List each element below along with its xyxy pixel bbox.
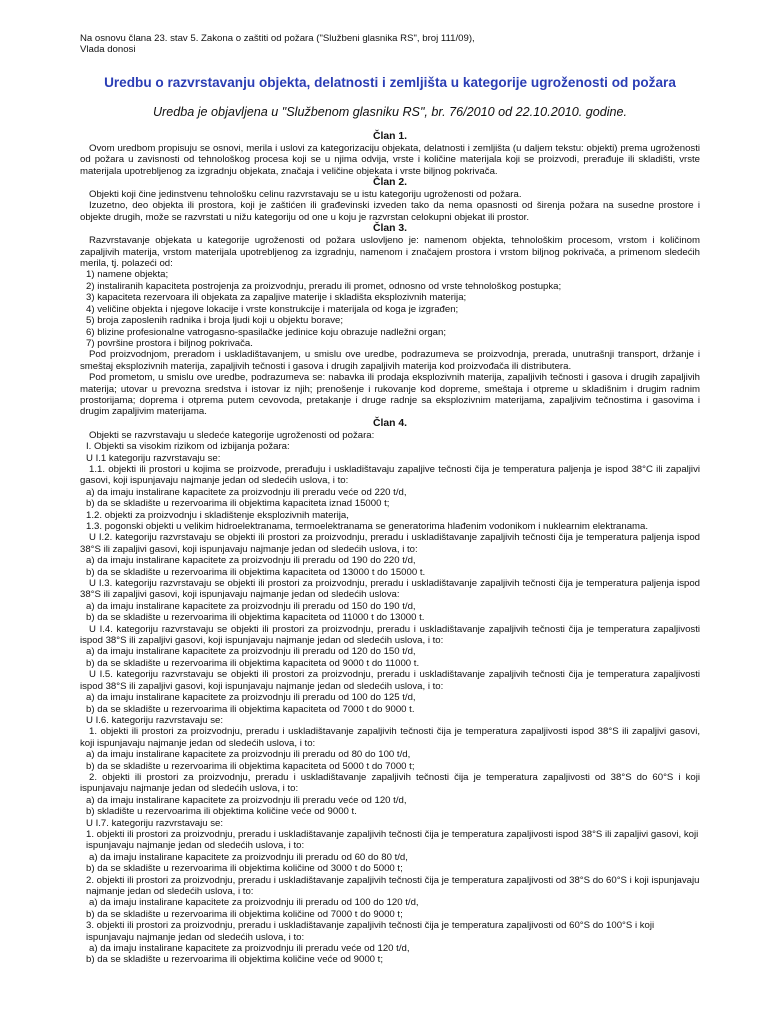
document-title: Uredbu o razvrstavanju objekta, delatnosti i zemljišta u kategorije ugroženosti od požara [104,74,676,90]
publication-note: Uredba je objavljena u "Službenom glasniku RS", br. 76/2010 od 22.10.2010. godine. [152,104,628,119]
article-heading: Član 3. [372,223,408,235]
list-item: b) da se skladište u rezervoarima ili objektima količine od 3000 t do 5000 t; [86,863,403,875]
list-item: 6) blizine profesionalne vatrogasno-spasilačke jedinice koju obrazuje nadležni organ; [86,326,446,338]
paragraph: 2. objekti ili prostori za proizvodnju, preradu i uskladištavanje zapaljivih tečnosti čija je temperatura zapaljivosti od 38°S do 60°S i koji ispunjavaju najmanje jedan od sledećih uslova, i to: [80,771,700,795]
paragraph: a) da imaju instalirane kapacitete za proizvodnju ili preradu od 60 do 80 t/d, [89,851,408,863]
paragraph: a) da imaju instalirane kapacitete za proizvodnju ili preradu veće od 120 t/d, [89,943,410,955]
article-heading: Član 4. [372,417,408,429]
preamble [80,33,700,56]
list-item: 2) instaliranih kapaciteta postrojenja za proizvodnju, preradu ili promet, odnosno od vrste tehnološkog postupka; [86,280,562,292]
paragraph: Razvrstavanje objekata u kategorije ugroženosti od požara uslovljeno je: namenom objekta, tehnološkim procesom, vrstom i količinom zapaljivih materija, vrstom materijala upotrebljenog za izgradnju, namenom i značajem prostora i vrstom biljnog pokrivača, a primenom sledećih merila, tj. polazeći od: [80,235,700,270]
list-item: U I.7. kategoriju razvrstavaju se: [86,817,224,829]
list-item: b) da se skladište u rezervoarima ili objektima kapaciteta od 9000 t do 11000 t. [86,657,420,669]
article-heading: Član 2. [372,177,408,189]
paragraph: U I.4. kategoriju razvrstavaju se objekti ili prostori za proizvodnju, preradu i uskladištavanje zapaljivih tečnosti čija je temperatura zapaljivosti ispod 38°S ili zapaljivi gasovi, koji ispunjavaju najmanje jedan od sledećih uslova, i to: [80,623,700,647]
document-page [80,33,700,966]
list-item: 1) namene objekta; [86,269,169,281]
preamble-line: Vlada donosi [80,44,136,56]
paragraph: Izuzetno, deo objekta ili prostora, koji je zaštićen ili građevinski izveden tako da nema opasnosti od širenja požara na susedne prostore i objekte drugih, može se razvrstati u nižu kategoriju od one u koju je razvrstan celokupni objekat ili prostor. [80,200,700,223]
list-item: U I.1 kategoriju razvrstavaju se: [86,452,221,464]
list-item: 1.3. pogonski objekti u velikim hidroelektranama, termoelektranama se generatorima hlađenim vodonikom i nuklearnim elektranama. [86,521,649,532]
list-item: I. Objekti sa visokim rizikom od izbijanja požara: [86,441,290,453]
list-item: a) da imaju instalirane kapacitete za proizvodnju ili preradu od 100 do 125 t/d, [86,692,416,704]
article-4-body [80,430,700,966]
list-item: 2. objekti ili prostori za proizvodnju, preradu i uskladištavanje zapaljivih tečnosti čija je temperatura zapaljivosti od 38°S do 60°S i koji ispunjavaju najmanje jedan od sledećih uslova, i to: [86,874,700,897]
paragraph: Objekti se razvrstavaju u sledeće kategorije ugroženosti od požara: [89,429,375,441]
article-3 [80,223,700,418]
paragraph: Ovom uredbom propisuju se osnovi, merila i uslovi za kategorizaciju objekata, delatnosti i zemljišta (u daljem tekstu: objekti) prema ugroženosti od požara u zavisnosti od tehnološkog procesa koji se u njima odvija, vrste i količine materijala koji se proizvodi, prerađuje ili skladišti, vrste materijala upotrebljenog za izgradnju objekata, značaja i veličine objekata i vrste biljnog pokrivača. [80,142,700,177]
paragraph: U I.2. kategoriju razvrstavaju se objekti ili prostori za proizvodnju, preradu i uskladištavanje zapaljivih tečnosti čija je temperatura paljenja ispod 38°S ili zapaljivi gasovi, koji ispunjavaju najmanje jedan od sledećih uslova, i to: [80,532,700,555]
article-1 [80,131,700,177]
list-item: b) da se skladište u rezervoarima ili objektima količine veće od 9000 t; [86,954,384,966]
list-item: a) da imaju instalirane kapacitete za proizvodnju ili preradu veće od 220 t/d, [86,486,407,498]
article-4 [80,418,700,966]
list-item: 1.2. objekti za proizvodnju i skladištenje eksplozivnih materija, [86,509,349,521]
paragraph: Objekti koji čine jedinstvenu tehnološku celinu razvrstavaju se u istu kategoriju ugroženosti od požara. [89,189,522,201]
paragraph: 1. objekti ili prostori za proizvodnju, preradu i uskladištavanje zapaljivih tečnosti čija je temperatura zapaljivosti ispod 38°S ili zapaljivi gasovi, koji ispunjavaju najmanje jedan od sledećih uslova, i to: [80,726,700,749]
paragraph: Pod proizvodnjom, preradom i uskladištavanjem, u smislu ove uredbe, podrazumeva se proizvodnja, prerada, unutrašnji transport, držanje i smeštaj eksplozivnih materija, zapaljivih tečnosti i gasova i drugih zapaljivih materija kod proizvođača ili distributera. [80,349,700,372]
list-item: a) da imaju instalirane kapacitete za proizvodnju ili preradu od 120 do 150 t/d, [86,646,416,658]
list-item: b) da se skladište u rezervoarima ili objektima kapaciteta iznad 15000 t; [86,498,390,510]
list-item: 3) kapaciteta rezervoara ili objekata za zapaljive materije i skladišta eksplozivnih materija; [86,292,467,304]
list-item: 4) veličine objekta i njegove lokacije i vrste konstrukcije i materijala od koga je izgrađen; [86,303,459,315]
list-item: U I.6. kategoriju razvrstavaju se: [86,714,224,726]
list-item: b) da se skladište u rezervoarima ili objektima kapaciteta od 7000 t do 9000 t. [86,703,415,715]
preamble-line: Na osnovu člana 23. stav 5. Zakona o zaštiti od požara ("Službeni glasnika RS", broj 111/09), [80,33,475,44]
list-item: b) da se skladište u rezervoarima ili objektima količine od 7000 t do 9000 t; [86,908,403,920]
article-heading: Član 1. [372,130,408,142]
criteria-list [80,269,700,349]
list-item: a) da imaju instalirane kapacitete za proizvodnju ili preradu veće od 120 t/d, [86,794,407,806]
paragraph: 1.1. objekti ili prostori u kojima se proizvode, prerađuju i uskladištavaju zapaljive tečnosti čija je temperatura paljenja je ispod 38°C ili zapaljivi gasovi, koji ispunjavaju najmanje jedan od sledećih uslova, i to: [80,463,700,487]
list-item: b) da se skladište u rezervoarima ili objektima kapaciteta od 11000 t do 13000 t. [86,612,425,624]
list-item: 1. objekti ili prostori za proizvodnju, preradu i uskladištavanje zapaljivih tečnosti čija je temperatura zapaljivosti ispod 38°S ili zapaljivi gasovi, koji ispunjavaju najmanje jedan od sledećih uslova, i to: [86,828,699,852]
paragraph: U I.5. kategoriju razvrstavaju se objekti ili prostori za proizvodnju, preradu i uskladištavanje zapaljivih tečnosti čija je temperatura zapaljivosti ispod 38°S ili zapaljivi gasovi, koji ispunjavaju najmanje jedan od sledećih uslova, i to: [80,669,700,692]
paragraph: a) da imaju instalirane kapacitete za proizvodnju ili preradu od 100 do 120 t/d, [89,897,419,909]
paragraph: U I.3. kategoriju razvrstavaju se objekti ili prostori za proizvodnju, preradu i uskladištavanje zapaljivih tečnosti čija je temperatura paljenja ispod 38°S ili zapaljivi gasovi, koji ispunjavaju najmanje jedan od sledećih uslova: [80,578,700,601]
paragraph: Pod prometom, u smislu ove uredbe, podrazumeva se: nabavka ili prodaja eksplozivnih materija, zapaljivih tečnosti i gasova i drugih zapaljivih materija; utovar u prevozna sredstva i istovar iz njih; prenošenje i rukovanje kod dopreme, smeštaja i otpreme u skladišnim i drugim radnim prostorijama; doprema i otprema putem cevovoda, pretakanje i druge radnje sa eksplozivnim materijama, zapaljivim tečnostima i gasovima i drugim zapaljivim materijama. [80,372,700,418]
list-item: 7) površine prostora i biljnog pokrivača. [86,337,253,349]
list-item: b) da se skladište u rezervoarima ili objektima kapaciteta od 5000 t do 7000 t; [86,760,415,772]
list-item: a) da imaju instalirane kapacitete za proizvodnju ili preradu od 190 do 220 t/d, [86,555,416,567]
list-item: b) skladište u rezervoarima ili objektima količine veće od 9000 t. [86,806,357,818]
list-item: a) da imaju instalirane kapacitete za proizvodnju ili preradu od 150 do 190 t/d, [86,600,416,612]
article-2 [80,177,700,223]
list-item: 5) broja zaposlenih radnika i broja ljudi koji u objektu borave; [86,315,344,327]
list-item: a) da imaju instalirane kapacitete za proizvodnju ili preradu od 80 do 100 t/d, [86,749,411,761]
list-item: b) da se skladište u rezervoarima ili objektima kapaciteta od 13000 t do 15000 t. [86,566,426,578]
list-item: 3. objekti ili prostori za proizvodnju, preradu i uskladištavanje zapaljivih tečnosti čija je temperatura zapaljivosti od 60°S do 100°S i koji ispunjavaju najmanje jedan od sledećih uslova, i to: [86,920,655,943]
